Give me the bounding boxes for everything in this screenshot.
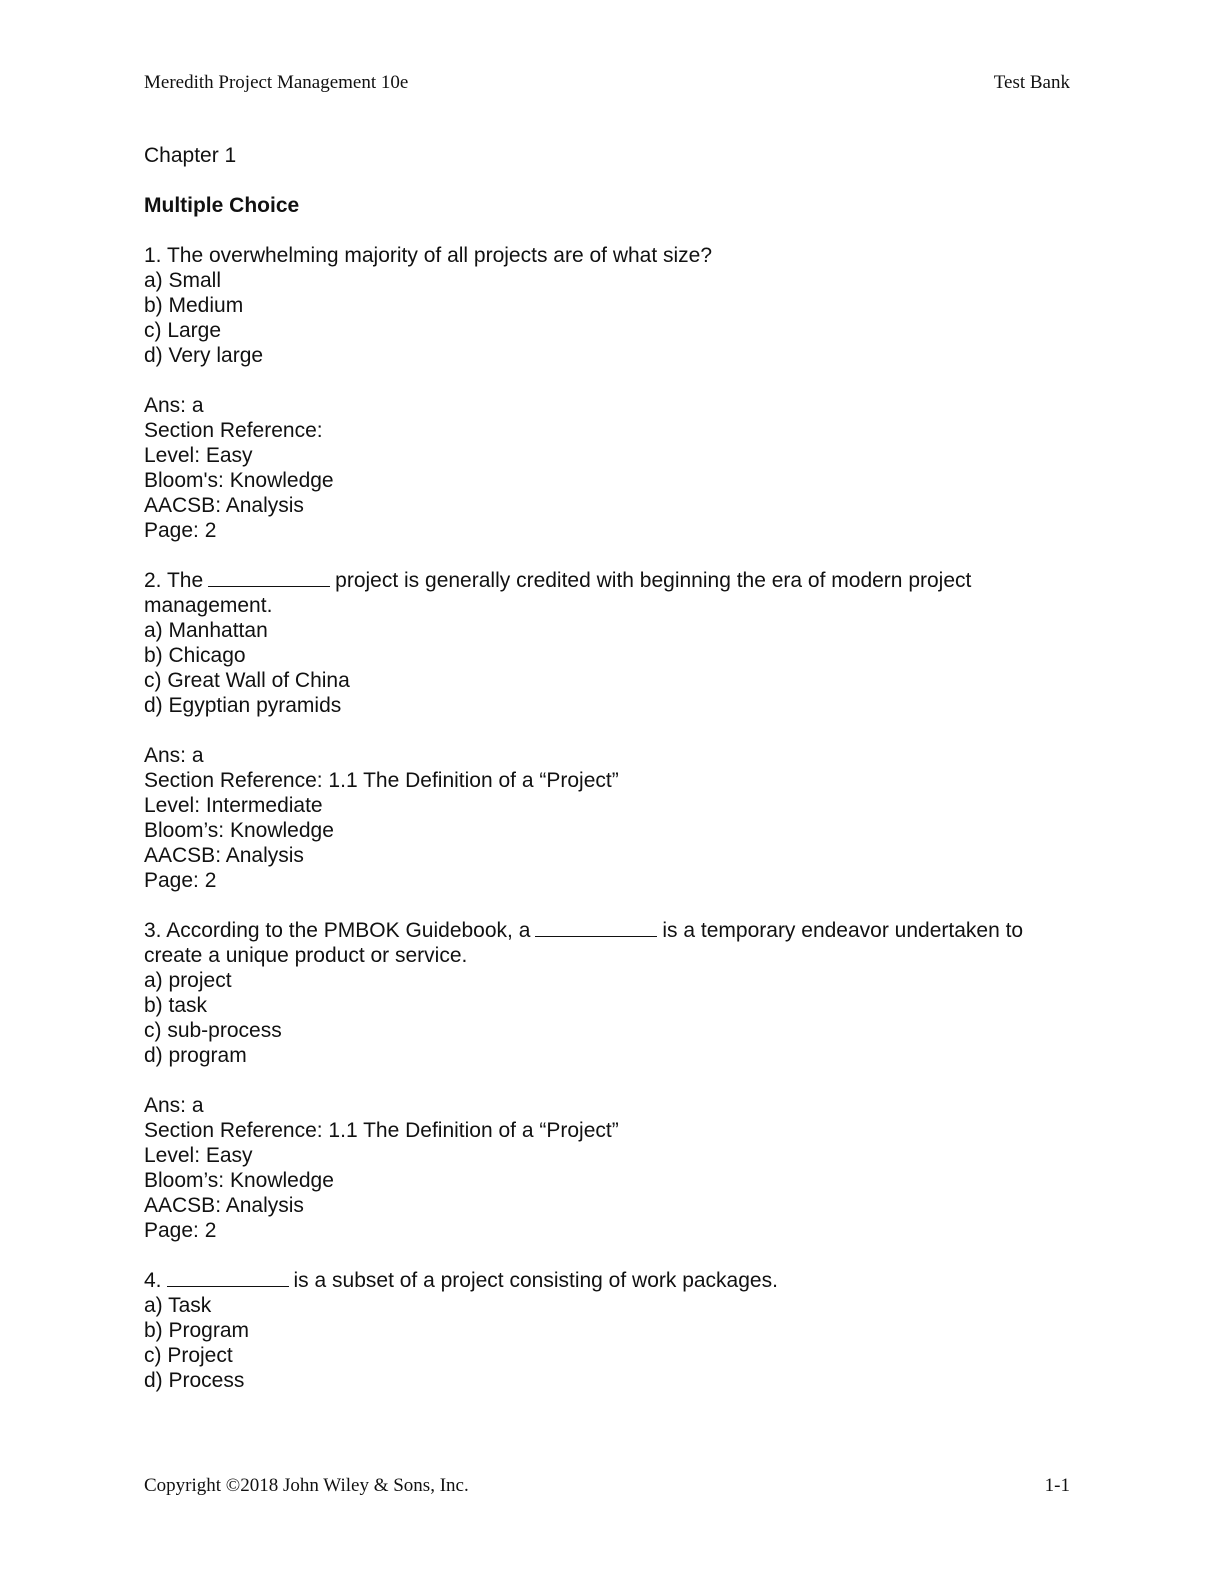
fill-in-blank — [167, 1268, 289, 1287]
question-stem-before: 2. The — [144, 569, 204, 592]
question-1 — [144, 243, 1074, 368]
question-stem — [144, 568, 1074, 618]
page-ref: Page: 2 — [144, 519, 217, 542]
option-d: d) Very large — [144, 344, 264, 367]
option-c: c) Great Wall of China — [144, 669, 350, 692]
answer-block-1 — [144, 393, 1074, 543]
page-ref: Page: 2 — [144, 1219, 217, 1242]
option-d: d) Egyptian pyramids — [144, 694, 342, 717]
option-a: a) Small — [144, 269, 222, 292]
question-stem-before: 3. According to the PMBOK Guidebook, a — [144, 919, 531, 942]
answer: Ans: a — [144, 394, 204, 417]
aacsb: AACSB: Analysis — [144, 844, 304, 867]
aacsb: AACSB: Analysis — [144, 1194, 304, 1217]
option-b: b) Medium — [144, 294, 244, 317]
option-a: a) Task — [144, 1294, 212, 1317]
level: Level: Easy — [144, 1144, 253, 1167]
page-ref: Page: 2 — [144, 869, 217, 892]
header-test-bank: Test Bank — [993, 72, 1070, 93]
level: Level: Intermediate — [144, 794, 323, 817]
section-reference: Section Reference: 1.1 The Definition of a “Project” — [144, 1119, 619, 1142]
aacsb: AACSB: Analysis — [144, 494, 304, 517]
option-c: c) Project — [144, 1344, 233, 1367]
fill-in-blank — [535, 918, 657, 937]
page-content — [144, 143, 1074, 1418]
option-a: a) project — [144, 969, 232, 992]
page-footer — [144, 1475, 1070, 1499]
fill-in-blank — [208, 568, 330, 587]
question-stem-text: 1. The overwhelming majority of all projects are of what size? — [144, 244, 713, 267]
blooms: Bloom’s: Knowledge — [144, 819, 334, 842]
blooms: Bloom’s: Knowledge — [144, 1169, 334, 1192]
question-3 — [144, 918, 1074, 1068]
blooms: Bloom's: Knowledge — [144, 469, 334, 492]
question-stem — [144, 243, 1074, 268]
footer-page-number: 1-1 — [1044, 1475, 1070, 1496]
footer-copyright: Copyright ©2018 John Wiley & Sons, Inc. — [144, 1475, 469, 1496]
section-reference: Section Reference: — [144, 419, 323, 442]
option-d: d) program — [144, 1044, 247, 1067]
question-stem — [144, 918, 1074, 968]
question-4 — [144, 1268, 1074, 1393]
option-c: c) Large — [144, 319, 222, 342]
header-book-title: Meredith Project Management 10e — [144, 72, 409, 93]
option-c: c) sub-process — [144, 1019, 282, 1042]
option-b: b) task — [144, 994, 208, 1017]
question-2 — [144, 568, 1074, 718]
question-stem-after: project is generally credited with beginning the era of modern project management. — [144, 569, 978, 617]
option-b: b) Program — [144, 1319, 250, 1342]
chapter-heading: Chapter 1 — [144, 144, 237, 167]
answer-block-2 — [144, 743, 1074, 893]
question-stem-after: is a temporary endeavor undertaken to create a unique product or service. — [144, 919, 1029, 967]
option-a: a) Manhattan — [144, 619, 268, 642]
question-stem-after: is a subset of a project consisting of work packages. — [293, 1269, 778, 1292]
answer: Ans: a — [144, 744, 204, 767]
question-stem-before: 4. — [144, 1269, 162, 1292]
option-d: d) Process — [144, 1369, 245, 1392]
level: Level: Easy — [144, 444, 253, 467]
option-b: b) Chicago — [144, 644, 246, 667]
question-stem — [144, 1268, 1074, 1293]
section-title: Multiple Choice — [144, 194, 300, 217]
page-header — [144, 72, 1070, 96]
answer: Ans: a — [144, 1094, 204, 1117]
section-reference: Section Reference: 1.1 The Definition of a “Project” — [144, 769, 619, 792]
answer-block-3 — [144, 1093, 1074, 1243]
